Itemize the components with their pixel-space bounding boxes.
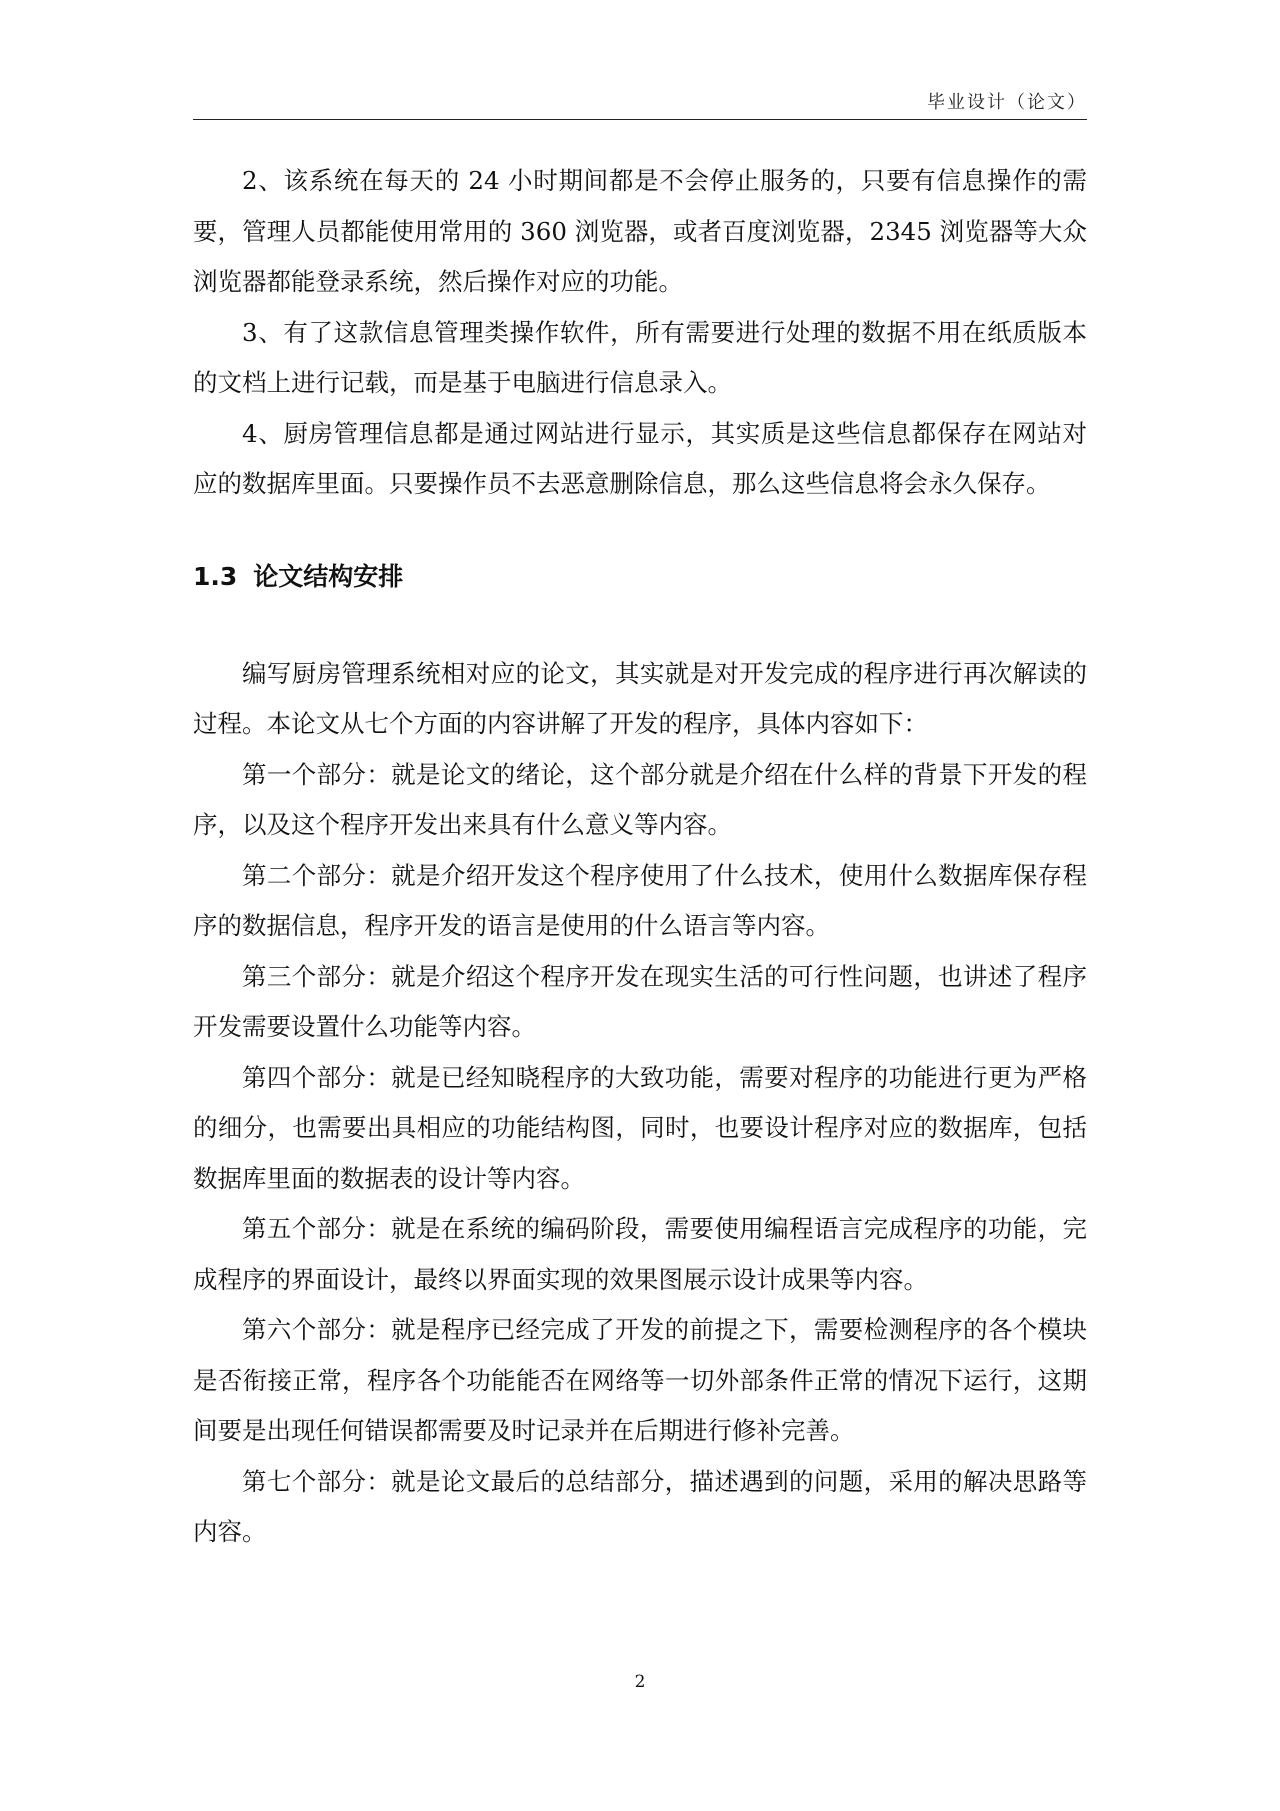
section-heading <box>193 510 1087 649</box>
body-paragraph: 第一个部分：就是论文的绪论，这个部分就是介绍在什么样的背景下开发的程序，以及这个程序开发出来具有什么意义等内容。 <box>193 759 1087 839</box>
running-header: 毕业设计（论文） <box>927 92 1087 113</box>
body-paragraph: 编写厨房管理系统相对应的论文，其实就是对开发完成的程序进行再次解读的过程。本论文从七个方面的内容讲解了开发的程序，具体内容如下： <box>193 658 1087 738</box>
body-paragraph: 4、厨房管理信息都是通过网站进行显示，其实质是这些信息都保存在网站对应的数据库里面。只要操作员不去恶意删除信息，那么这些信息将会永久保存。 <box>193 418 1087 498</box>
body-paragraph: 第三个部分：就是介绍这个程序开发在现实生活的可行性问题，也讲述了程序开发需要设置什么功能等内容。 <box>193 961 1087 1041</box>
body-paragraph: 第四个部分：就是已经知晓程序的大致功能，需要对程序的功能进行更为严格的细分，也需要出具相应的功能结构图，同时，也要设计程序对应的数据库，包括数据库里面的数据表的设计等内容。 <box>193 1062 1087 1193</box>
page-number: 2 <box>634 1672 646 1692</box>
section-number: 1.3 <box>193 561 238 591</box>
section-title: 论文结构安排 <box>253 561 404 591</box>
body-paragraph: 第二个部分：就是介绍开发这个程序使用了什么技术，使用什么数据库保存程序的数据信息，程序开发的语言是使用的什么语言等内容。 <box>193 860 1087 940</box>
body-paragraph: 3、有了这款信息管理类操作软件，所有需要进行处理的数据不用在纸质版本的文档上进行记载，而是基于电脑进行信息录入。 <box>193 317 1087 397</box>
header-divider <box>193 119 1087 120</box>
body-paragraph: 第五个部分：就是在系统的编码阶段，需要使用编程语言完成程序的功能，完成程序的界面设计，最终以界面实现的效果图展示设计成果等内容。 <box>193 1214 1087 1294</box>
body-paragraph: 第六个部分：就是程序已经完成了开发的前提之下，需要检测程序的各个模块是否衔接正常，程序各个功能能否在网络等一切外部条件正常的情况下运行，这期间要是出现任何错误都需要及时记录并在后期进行修补完善。 <box>193 1315 1087 1445</box>
page-body <box>193 156 1087 1558</box>
body-paragraph: 2、该系统在每天的 24 小时期间都是不会停止服务的，只要有信息操作的需要，管理人员都能使用常用的 360 浏览器，或者百度浏览器，2345 浏览器等大众浏览器都能登录系统，然后操作对应的功能。 <box>193 166 1087 296</box>
body-paragraph: 第七个部分：就是论文最后的总结部分，描述遇到的问题，采用的解决思路等内容。 <box>193 1466 1087 1546</box>
